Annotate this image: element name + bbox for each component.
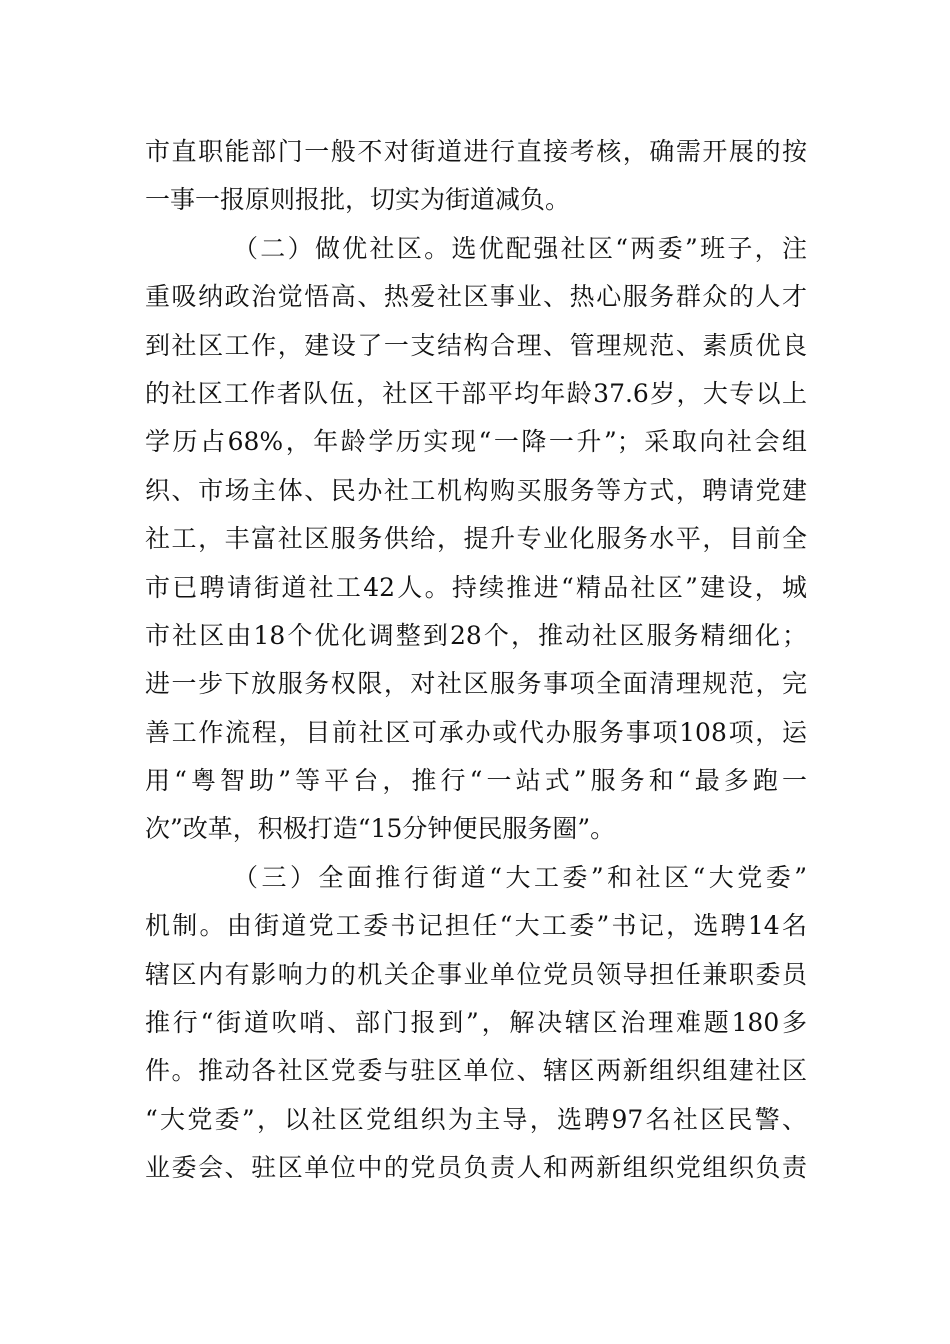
text-line: 用“粤智助”等平台，推行“一站式”服务和“最多跑一 (145, 766, 807, 796)
text-line: 重吸纳政治觉悟高、热爱社区事业、热心服务群众的人才 (145, 282, 807, 312)
section-heading-line: （三）全面推行街道“大工委”和社区“大党委” (233, 862, 807, 892)
text-line: 件。推动各社区党委与驻区单位、辖区两新组织组建社区 (145, 1056, 807, 1086)
text-line: 善工作流程，目前社区可承办或代办服务事项108项，运 (145, 717, 807, 747)
text-line: 市直职能部门一般不对街道进行直接考核，确需开展的按 (145, 137, 807, 166)
text-line: 业委会、驻区单位中的党员负责人和两新组织党组织负责 (145, 1153, 807, 1183)
text-line: “大党委”，以社区党组织为主导，选聘97名社区民警、 (145, 1104, 807, 1134)
text-line: 织、市场主体、民办社工机构购买服务等方式，聘请党建 (145, 475, 807, 505)
text-line: 一事一报原则报批，切实为街道减负。 (145, 185, 571, 215)
text-line: 市社区由18个优化调整到28个，推动社区服务精细化； (145, 620, 807, 650)
text-line: 到社区工作，建设了一支结构合理、管理规范、素质优良 (145, 330, 807, 360)
text-line: 进一步下放服务权限，对社区服务事项全面清理规范，完 (145, 669, 807, 699)
text-line: 推行“街道吹哨、部门报到”，解决辖区治理难题180多 (145, 1008, 807, 1038)
text-line: 市已聘请街道社工42人。持续推进“精品社区”建设，城 (145, 572, 807, 602)
body-text (145, 128, 807, 1193)
text-line: 次”改革，积极打造“15分钟便民服务圈”。 (145, 814, 616, 844)
text-line: 学历占68%，年龄学历实现“一降一升”；采取向社会组 (145, 427, 807, 457)
text-line: 的社区工作者队伍，社区干部平均年龄37.6岁，大专以上 (145, 378, 807, 408)
section-heading-line: （二）做优社区。选优配强社区“两委”班子，注 (233, 233, 807, 263)
text-line: 辖区内有影响力的机关企事业单位党员领导担任兼职委员 (145, 959, 807, 989)
text-line: 机制。由街道党工委书记担任“大工委”书记，选聘14名 (145, 911, 807, 941)
text-line: 社工，丰富社区服务供给，提升专业化服务水平，目前全 (145, 524, 807, 554)
